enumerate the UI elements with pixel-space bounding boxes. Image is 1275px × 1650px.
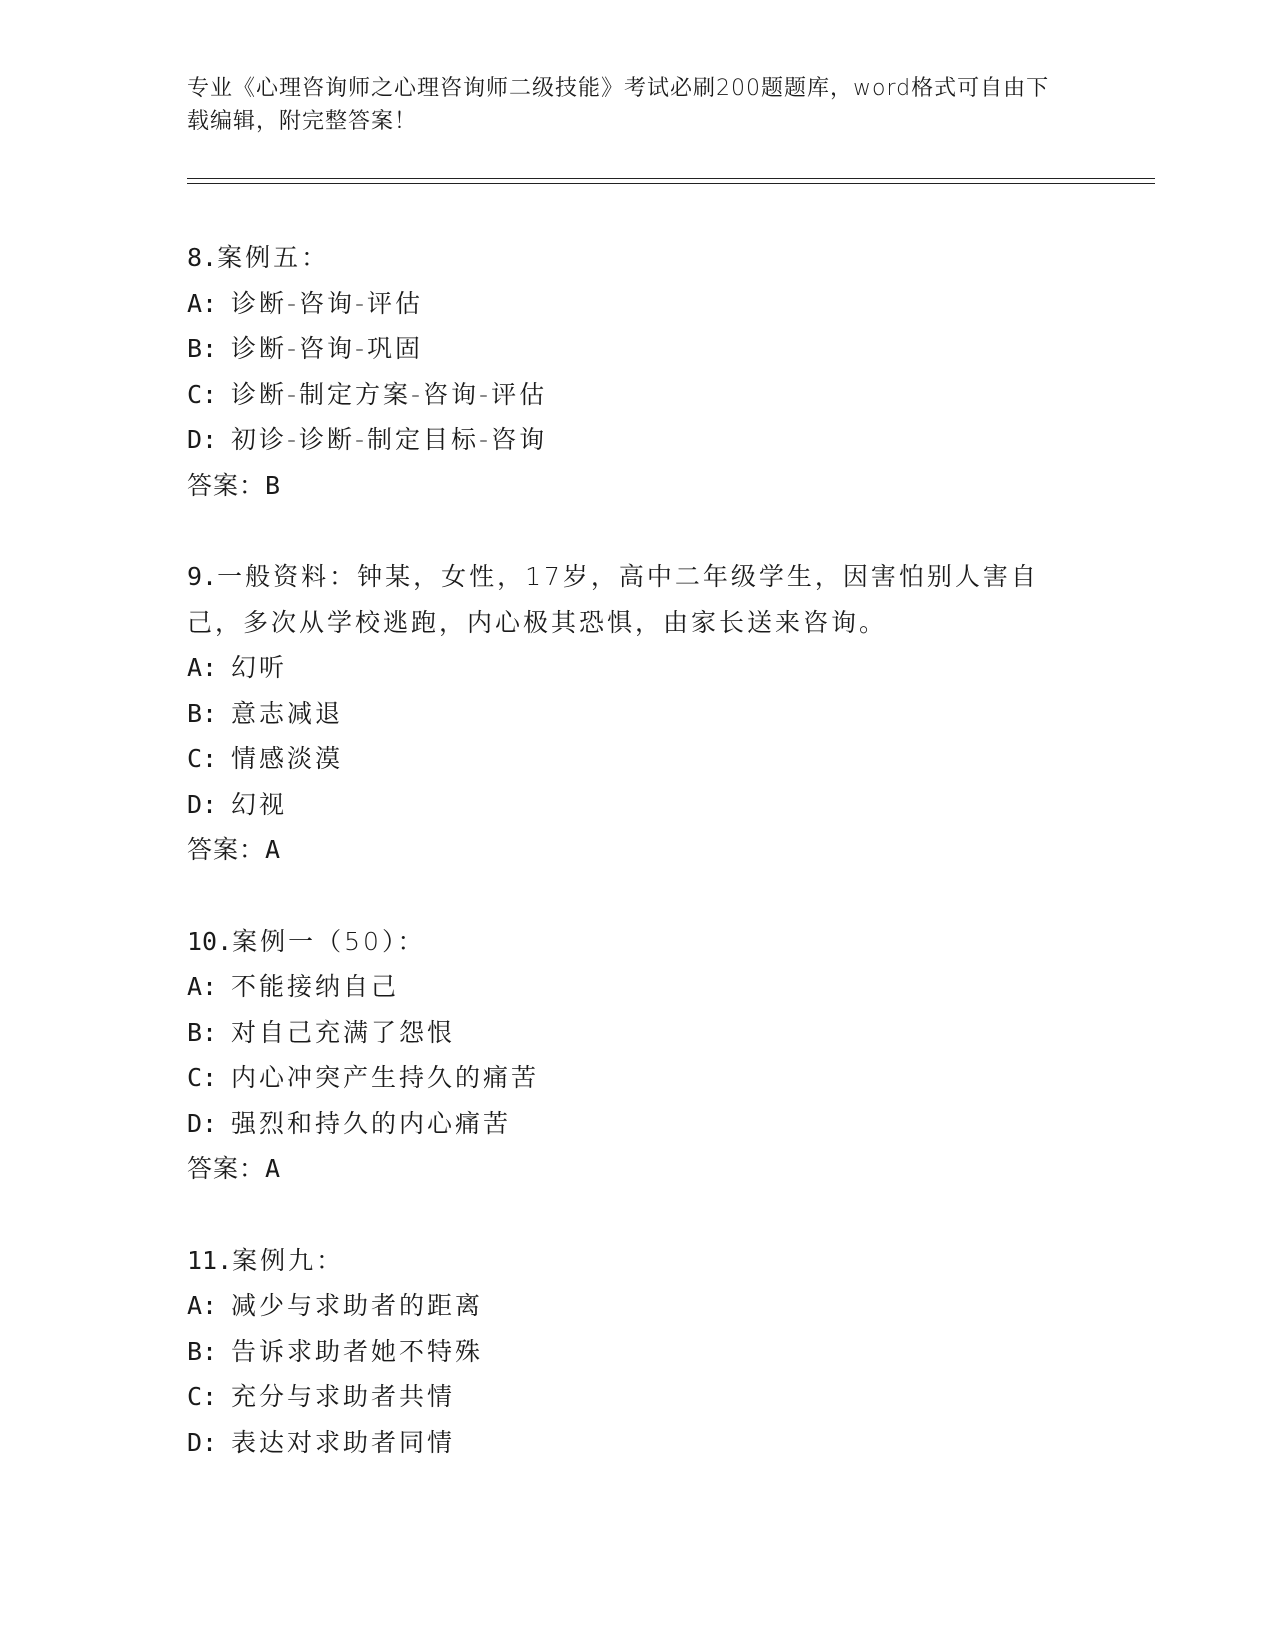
question-number: 9. (187, 562, 218, 591)
option-key: A: (187, 972, 218, 1001)
option-text: 告诉求助者她不特殊 (231, 1336, 484, 1366)
option-key: C: (187, 744, 218, 773)
option-key: A: (187, 653, 218, 682)
option-key: D: (187, 425, 218, 454)
option-d (187, 417, 1087, 463)
option-c (187, 372, 1087, 418)
answer-value: B (265, 470, 282, 500)
answer-label: 答案： (187, 470, 266, 500)
answer-line (187, 1146, 1087, 1192)
header-rule-bottom (187, 183, 1155, 184)
question-text: 案例五： (217, 243, 330, 272)
option-text: 意志减退 (231, 698, 344, 728)
option-text: 不能接纳自己 (231, 972, 400, 1001)
option-text: 强烈和持久的内心痛苦 (231, 1108, 512, 1138)
document-header: 专业《心理咨询师之心理咨询师二级技能》考试必刷200题题库，word格式可自由下载编辑，附完整答案！ (187, 76, 1050, 134)
option-key: C: (187, 1382, 218, 1411)
option-d (187, 1101, 1087, 1147)
question-stem (187, 554, 1087, 645)
question-number: 10. (187, 926, 233, 956)
option-text: 诊断-咨询-评估 (231, 288, 424, 318)
option-text: 初诊-诊断-制定目标-咨询 (231, 425, 548, 454)
header-rule-top (187, 178, 1155, 179)
question-text: 案例九： (232, 1245, 345, 1275)
option-key: B: (187, 334, 218, 363)
option-text: 诊断-制定方案-咨询-评估 (231, 379, 548, 409)
question-stem (187, 235, 1087, 281)
question-stem (187, 1238, 1087, 1284)
option-text: 减少与求助者的距离 (231, 1291, 484, 1320)
option-text: 内心冲突产生持久的痛苦 (231, 1063, 540, 1092)
option-text: 情感淡漠 (231, 744, 344, 773)
option-a (187, 281, 1087, 327)
option-key: B: (187, 698, 218, 728)
option-key: C: (187, 379, 218, 409)
option-key: B: (187, 1336, 218, 1366)
option-key: C: (187, 1063, 218, 1092)
option-c (187, 736, 1087, 782)
question-list (187, 235, 1087, 1465)
option-b (187, 1010, 1087, 1056)
answer-line (187, 827, 1087, 873)
option-key: A: (187, 288, 218, 318)
answer-value: A (265, 1154, 282, 1183)
option-text: 对自己充满了怨恨 (231, 1017, 456, 1047)
option-a (187, 964, 1087, 1010)
option-b (187, 691, 1087, 737)
option-b (187, 326, 1087, 372)
option-key: A: (187, 1291, 218, 1320)
question-9 (187, 554, 1087, 873)
option-text: 幻听 (231, 653, 288, 682)
option-text: 诊断-咨询-巩固 (231, 334, 424, 363)
answer-label: 答案： (187, 1154, 266, 1183)
option-key: D: (187, 789, 218, 819)
option-key: D: (187, 1427, 218, 1457)
question-number: 11. (187, 1245, 233, 1275)
option-c (187, 1055, 1087, 1101)
option-a (187, 645, 1087, 691)
option-d (187, 1420, 1087, 1466)
question-11 (187, 1238, 1087, 1466)
option-key: B: (187, 1017, 218, 1047)
question-8 (187, 235, 1087, 508)
option-text: 充分与求助者共情 (231, 1382, 456, 1411)
option-a (187, 1283, 1087, 1329)
option-text: 幻视 (231, 789, 288, 819)
answer-value: A (265, 835, 282, 864)
option-key: D: (187, 1108, 218, 1138)
question-10 (187, 919, 1087, 1192)
option-b (187, 1329, 1087, 1375)
question-number: 8. (187, 243, 218, 272)
option-d (187, 782, 1087, 828)
question-text: 一般资料：钟某，女性，17岁，高中二年级学生，因害怕别人害自己，多次从学校逃跑，内心极其恐惧，由家长送来咨询。 (187, 562, 1039, 637)
answer-label: 答案： (187, 835, 266, 864)
option-text: 表达对求助者同情 (231, 1427, 456, 1457)
option-c (187, 1374, 1087, 1420)
question-text: 案例一（50）： (232, 926, 426, 956)
answer-line (187, 463, 1087, 509)
question-stem (187, 919, 1087, 965)
